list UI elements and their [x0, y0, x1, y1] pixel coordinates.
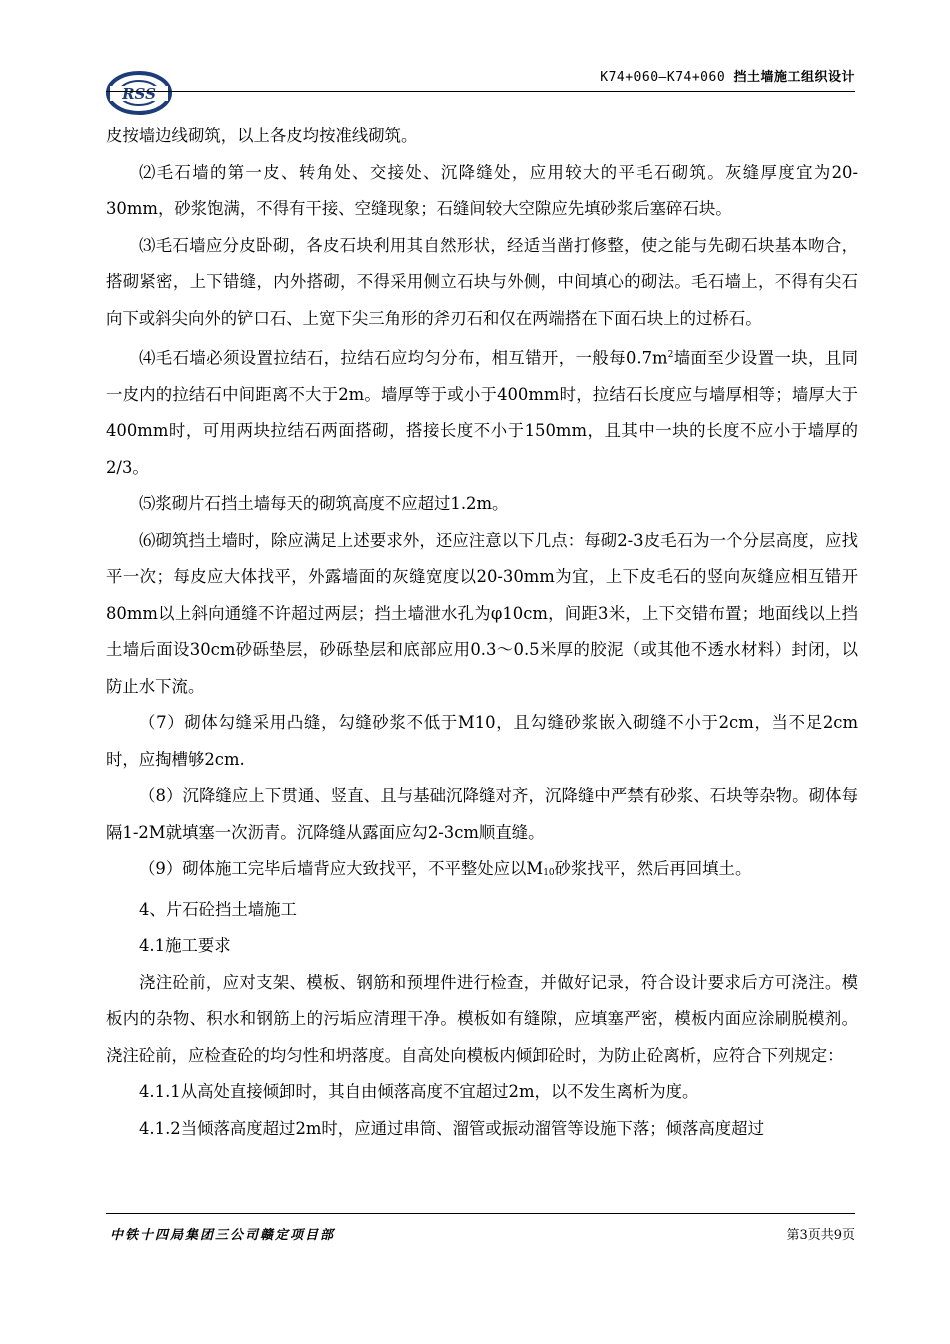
paragraph-10: 浇注砼前，应对支架、模板、钢筋和预埋件进行检查，并做好记录，符合设计要求后方可浇注。模板内的杂物、积水和钢筋上的污垢应清理干净。模板如有缝隙，应填塞严密，模板内面应涂刷脱模剂。浇注砼前，应检查砼的均匀性和坍落度。自高处向模板内倾卸砼时，为防止砼离析，应符合下列规定：	[106, 972, 858, 1065]
paragraph-9: （9）砌体施工完毕后墙背应大致找平，不平整处应以$M_{10}$砂浆找平，然后再回填土。	[139, 859, 752, 879]
document-body	[106, 118, 858, 1147]
header-rule	[106, 91, 855, 92]
section-heading-4: 4、片石砼挡土墙施工	[139, 899, 297, 919]
company-logo	[106, 70, 172, 116]
paragraph-5: ⑸浆砌片石挡土墙每天的砌筑高度不应超过1.2m。	[139, 494, 509, 514]
paragraph-7: （7）砌体勾缝采用凸缝，勾缝砂浆不低于M10，且勾缝砂浆嵌入砌缝不小于2cm，当不足2cm时，应掏槽够2cm.	[106, 713, 858, 769]
paragraph-3: ⑶毛石墙应分皮卧砌，各皮石块利用其自然形状，经适当凿打修整，使之能与先砌石块基本吻合，搭砌紧密，上下错缝，内外搭砌，不得采用侧立石块与外侧，中间填心的砌法。毛石墙上，不得有尖石向下或斜尖向外的铲口石、上宽下尖三角形的斧刃石和仅在两端搭在下面石块上的过桥石。	[106, 235, 858, 328]
logo-text: RSS	[122, 85, 156, 103]
section-heading-4-1: 4.1施工要求	[139, 936, 231, 956]
header-code: K74+060—K74+060	[600, 70, 726, 85]
paragraph-1: 皮按墙边线砌筑，以上各皮均按准线砌筑。	[106, 126, 418, 145]
header-title	[600, 66, 855, 85]
footer-organization: 中铁十四局集团三公司赣定项目部	[110, 1228, 336, 1243]
paragraph-6: ⑹砌筑挡土墙时，除应满足上述要求外，还应注意以下几点：每砌2-3皮毛石为一个分层高度，应找平一次；每皮应大体找平，外露墙面的灰缝宽度以20-30mm为宜，上下皮毛石的竖向灰缝应相互错开80mm以上斜向通缝不许超过两层；挡土墙泄水孔为φ10cm，间距3米，上下交错布置；地面线以上挡土墙后面设30cm砂砾垫层，砂砾垫层和底部应用0.3～0.5米厚的胶泥（或其他不透水材料）封闭，以防止水下流。	[106, 530, 858, 696]
header-doc-title: 挡土墙施工组织设计	[733, 70, 855, 85]
paragraph-2: ⑵毛石墙的第一皮、转角处、交接处、沉降缝处，应用较大的平毛石砌筑。灰缝厚度宜为20-30mm，砂浆饱满，不得有干接、空缝现象；石缝间较大空隙应先填砂浆后塞碎石块。	[106, 162, 858, 218]
paragraph-11: 4.1.1从高处直接倾卸时，其自由倾落高度不宜超过2m，以不发生离析为度。	[139, 1082, 699, 1102]
footer-rule	[106, 1213, 855, 1214]
paragraph-4: ⑷毛石墙必须设置拉结石，拉结石应均匀分布，相互错开，一般每$0.7m^2$墙面至少设置一块，且同一皮内的拉结石中间距离不大于2m。墙厚等于或小于400mm时，拉结石长度应与墙厚相等；墙厚大于400mm时，可用两块拉结石两面搭砌，搭接长度不小于150mm，且其中一块的长度不应小于墙厚的2/3。	[106, 348, 859, 477]
paragraph-8: （8）沉降缝应上下贯通、竖直、且与基础沉降缝对齐，沉降缝中严禁有砂浆、石块等杂物。砌体每隔1-2M就填塞一次沥青。沉降缝从露面应勾2-3cm顺直缝。	[106, 786, 858, 842]
footer-page-number: 第3页共9页	[786, 1228, 855, 1243]
paragraph-12: 4.1.2当倾落高度超过2m时，应通过串筒、溜管或振动溜管等设施下落；倾落高度超过	[139, 1118, 764, 1138]
